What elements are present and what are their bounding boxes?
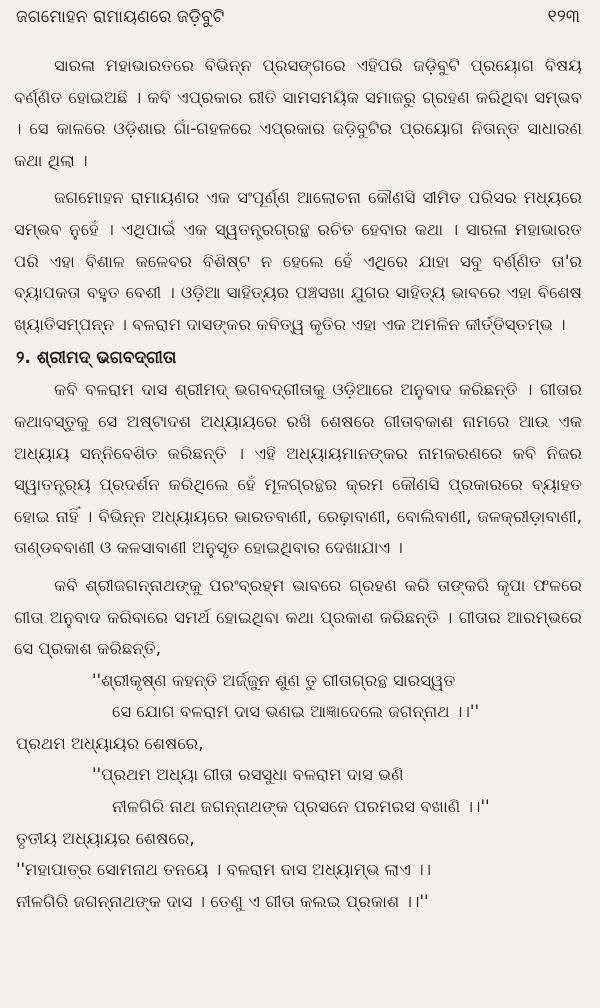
verse-intro: ପ୍ରଥମ ଅଧ୍ୟାୟର ଶେଷରେ,	[16, 733, 204, 753]
verse-block-1	[14, 665, 582, 728]
verse-line: ସେ ଯୋଗ ବଳରାମ ଦାସ ଭଣଇ ଆଜ୍ଞାଦେଲେ ଜଗନ୍ନାଥ ।।''	[112, 702, 480, 722]
verse-line: ''ମହାପାତ୍ର ସୋମନାଥ ତନୟେ । ବଳରାମ ଦାସ ଅଧ୍ୟାମ୍ଭ ଲାଏ ।।	[16, 860, 432, 880]
paragraph-1: ସାରଳା ମହାଭାରତରେ ବିଭିନ୍ନ ପ୍ରସଙ୍ଗରେ ଏହିପରି ଜଡ଼ିବୁଟି ପ୍ରୟୋଗ ବିଷୟ ବର୍ଣ୍ଣିତ ହୋଇଅଛି । କବି ଏପ୍ରକାର ରୀତି ସାମସମୟିକ ସମାଜରୁ ଗ୍ରହଣ କରିଥିବା ସମ୍ଭବ । ସେ କାଳରେ ଓଡ଼ିଶାର ଗାଁ-ଗହଳରେ ଏପ୍ରକାର ଜଡ଼ିବୁଟିର ପ୍ରୟୋଗ ନିତାନ୍ତ ସାଧାରଣ କଥା ଥିଲା ।	[14, 56, 582, 170]
section-heading: ୨. ଶ୍ରୀମଦ୍ ଭଗବଦ୍‌ଗୀତା	[16, 348, 177, 369]
verse-block-2	[14, 759, 582, 822]
paragraph-2: ଜଗମୋହନ ରାମାୟଣର ଏକ ସଂପୂର୍ଣ୍ଣ ଆଲୋଚନା କୌଣସି ସୀମିତ ପରିସର ମଧ୍ୟରେ ସମ୍ଭବ ନୁହେଁ । ଏଥିପାଇଁ ଏକ ସ୍ୱତନ୍ତ୍ରଗ୍ରନ୍ଥ ରଚିତ ହେବାର କଥା । ସାରଳା ମହାଭାରତ ପରି ଏହା ବିଶାଳ କଳେବର ବିଶିଷ୍ଟ ନ ହେଲେ ହେଁ ଏଥିରେ ଯାହା ସବୁ ବର୍ଣ୍ଣିତ ତା'ର ବ୍ୟାପକତା ବହୁତ ବେଶୀ । ଓଡ଼ିଆ ସାହିତ୍ୟର ପଞ୍ଚସଖା ଯୁଗର ସାହିତ୍ୟ ଭାବରେ ଏହା ବିଶେଷ ଖ୍ୟାତିସମ୍ପନ୍ନ । ବଳରାମ ଦାସଙ୍କର କବିତ୍ୱ କୃତିର ଏହା ଏକ ଅମଳିନ କୀର୍ତ୍ତିସ୍ତମ୍ଭ ।	[14, 188, 582, 334]
verse-line: ନୀଳଗିରି ଜଗନ୍ନାଥଙ୍କ ଦାସ । ତେଣୁ ଏ ଗୀତା କଲଇ ପ୍ରକାଶ ।।''	[16, 891, 429, 911]
verse-line: ନୀଳଗିରି ନାଥ ଜଗନ୍ନାଥଙ୍କ ପ୍ରସନେ ପରମରସ ବଖାଣି ।।''	[112, 797, 490, 817]
verse-block-3	[14, 854, 582, 917]
paragraph-3: କବି ବଳରାମ ଦାସ ଶ୍ରୀମଦ୍ ଭଗବଦ୍‌ଗୀତାକୁ ଓଡ଼ିଆରେ ଅନୁବାଦ କରିଛନ୍ତି । ଗୀତାର କଥାବସ୍ତୁକୁ ସେ ଅଷ୍ଟାଦଶ ଅଧ୍ୟାୟରେ ରଖି ଶେଷରେ ଗୀତାବକାଶ ନାମରେ ଆଉ ଏକ ଅଧ୍ୟାୟ ସନ୍ନିବେଶିତ କରିଛନ୍ତି । ଏହି ଅଧ୍ୟାୟମାନଙ୍କର ନାମକରଣରେ କବି ନିଜର ସ୍ୱାତନ୍ତ୍ର୍ୟ ପ୍ରଦର୍ଶନ କରିଥିଲେ ହେଁ ମୂଳଗ୍ରନ୍ଥର କ୍ରମ କୌଣସି ପ୍ରକାରରେ ବ୍ୟାହତ ହୋଇ ନାହିଁ । ବିଭିନ୍ନ ଅଧ୍ୟାୟରେ ଭାରତବାଣୀ, ରେଢ଼ାବାଣୀ, ବୋଲିବାଣୀ, ଜଳକ୍ରୀଡ଼ାବାଣୀ, ତାଣ୍ଡବବାଣୀ ଓ କଳସାବାଣୀ ଅନୁସୃତ ହୋଇଥିବାର ଦେଖାଯାଏ ।	[14, 380, 582, 558]
running-head: ଜଗମୋହନ ରାମାୟଣରେ ଜଡ଼ିବୁଟି	[16, 7, 225, 27]
page-number: ୧୨୩	[547, 6, 580, 27]
verse-intro: ତୃତୀୟ ଅଧ୍ୟାୟର ଶେଷରେ,	[16, 828, 195, 848]
paragraph-4: କବି ଶ୍ରୀଜଗନ୍ନାଥଙ୍କୁ ପରଂବ୍ରହ୍ମ ଭାବରେ ଗ୍ରହଣ କରି ତାଙ୍କରି କୃପା ଫଳରେ ଗୀତା ଅନୁବାଦ କରିବାରେ ସମର୍ଥ ହୋଇଥିବା କଥା ପ୍ରକାଶ କରିଛନ୍ତି । ଗୀତାର ଆରମ୍ଭରେ ସେ ପ୍ରକାଶ କରିଛନ୍ତି,	[14, 575, 582, 659]
verse-line: ''ଶ୍ରୀକୃଷ୍ଣ କହନ୍ତି ଅର୍ଜ୍ଜୁନ ଶୁଣ ତୁ ଗୀତାଗ୍ରନ୍ଥ ସାରସ୍ୱତ	[92, 670, 456, 690]
verse-line: ''ପ୍ରଥମ ଅଧ୍ୟା ଗୀତା ରସସୁଧା ବଳରାମ ଦାସ ଭଣି	[92, 765, 404, 785]
page-header	[14, 6, 582, 46]
